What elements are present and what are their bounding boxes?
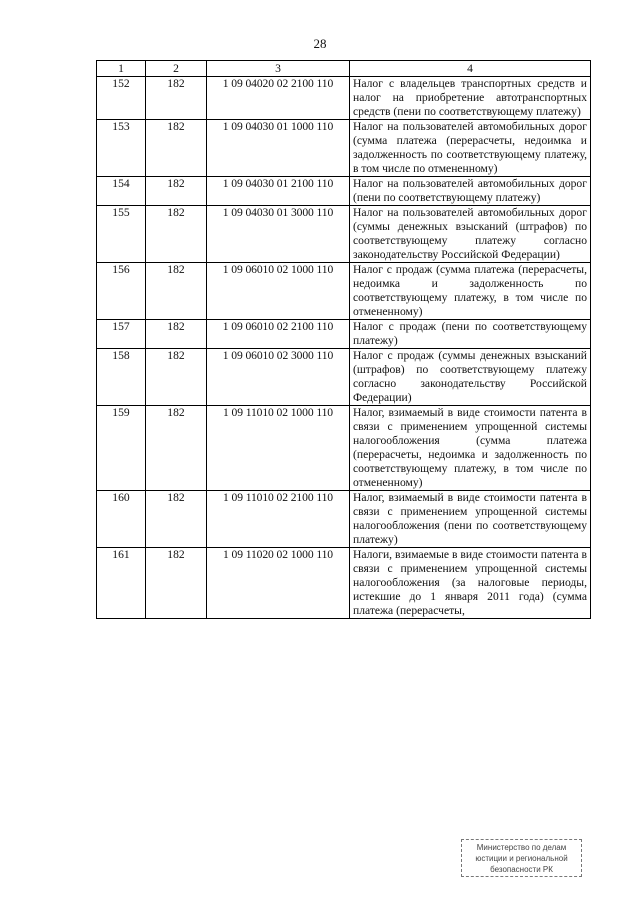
admin-code: 182	[146, 406, 207, 491]
row-number: 161	[97, 548, 146, 619]
kbk-code: 1 09 04030 01 2100 110	[207, 177, 350, 206]
income-description: Налог, взимаемый в виде стоимости патента в связи с применением упрощенной системы налогообложения (сумма платежа (перерасчеты, недоимка и задолженность по соответствующему платежу, в том числе по отмененному)	[350, 406, 591, 491]
admin-code: 182	[146, 77, 207, 120]
table-row	[97, 491, 591, 548]
table-row	[97, 349, 591, 406]
row-number: 155	[97, 206, 146, 263]
row-number: 153	[97, 120, 146, 177]
table-row	[97, 548, 591, 619]
table-row	[97, 120, 591, 177]
income-description: Налог с продаж (сумма платежа (перерасчеты, недоимка и задолженность по соответствующему платежу, в том числе по отмененному)	[350, 263, 591, 320]
row-number: 160	[97, 491, 146, 548]
row-number: 158	[97, 349, 146, 406]
income-description: Налоги, взимаемые в виде стоимости патента в связи с применением упрощенной системы налогообложения (за налоговые периоды, истекшие до 1 января 2011 года) (сумма платежа (перерасчеты,	[350, 548, 591, 619]
table-row	[97, 77, 591, 120]
kbk-code: 1 09 11010 02 2100 110	[207, 491, 350, 548]
row-number: 154	[97, 177, 146, 206]
page-number: 28	[313, 36, 327, 51]
admin-code: 182	[146, 177, 207, 206]
admin-code: 182	[146, 548, 207, 619]
income-description: Налог на пользователей автомобильных дорог (пени по соответствующему платежу)	[350, 177, 591, 206]
kbk-code: 1 09 11020 02 1000 110	[207, 548, 350, 619]
kbk-code: 1 09 04030 01 3000 110	[207, 206, 350, 263]
income-description: Налог с продаж (суммы денежных взысканий (штрафов) по соответствующему платежу согласно законодательству Российской Федерации)	[350, 349, 591, 406]
row-number: 157	[97, 320, 146, 349]
row-number: 152	[97, 77, 146, 120]
budget-classification-table	[96, 60, 591, 619]
table-header-row	[97, 61, 591, 77]
row-number: 156	[97, 263, 146, 320]
income-description: Налог с владельцев транспортных средств и налог на приобретение автотранспортных средств (пени по соответствующему платежу)	[350, 77, 591, 120]
column-header-kbk-code: 3	[207, 61, 350, 77]
income-description: Налог на пользователей автомобильных дорог (суммы денежных взысканий (штрафов) по соответствующему платежу согласно законодательству Российской Федерации)	[350, 206, 591, 263]
registration-stamp: Министерство по делам юстиции и региональной безопасности РК	[461, 839, 582, 877]
kbk-code: 1 09 11010 02 1000 110	[207, 406, 350, 491]
admin-code: 182	[146, 349, 207, 406]
admin-code: 182	[146, 320, 207, 349]
table-row	[97, 263, 591, 320]
row-number: 159	[97, 406, 146, 491]
table-row	[97, 406, 591, 491]
kbk-code: 1 09 04020 02 2100 110	[207, 77, 350, 120]
kbk-code: 1 09 04030 01 1000 110	[207, 120, 350, 177]
income-description: Налог с продаж (пени по соответствующему платежу)	[350, 320, 591, 349]
admin-code: 182	[146, 263, 207, 320]
kbk-code: 1 09 06010 02 2100 110	[207, 320, 350, 349]
table-row	[97, 206, 591, 263]
admin-code: 182	[146, 206, 207, 263]
kbk-code: 1 09 06010 02 1000 110	[207, 263, 350, 320]
income-description: Налог, взимаемый в виде стоимости патента в связи с применением упрощенной системы налогообложения (пени по соответствующему платежу)	[350, 491, 591, 548]
column-header-description: 4	[350, 61, 591, 77]
table-row	[97, 177, 591, 206]
kbk-code: 1 09 06010 02 3000 110	[207, 349, 350, 406]
column-header-admin-code: 2	[146, 61, 207, 77]
column-header-number: 1	[97, 61, 146, 77]
table-row	[97, 320, 591, 349]
admin-code: 182	[146, 491, 207, 548]
income-description: Налог на пользователей автомобильных дорог (сумма платежа (перерасчеты, недоимка и задолженность по соответствующему платежу, в том числе по отмененному)	[350, 120, 591, 177]
admin-code: 182	[146, 120, 207, 177]
